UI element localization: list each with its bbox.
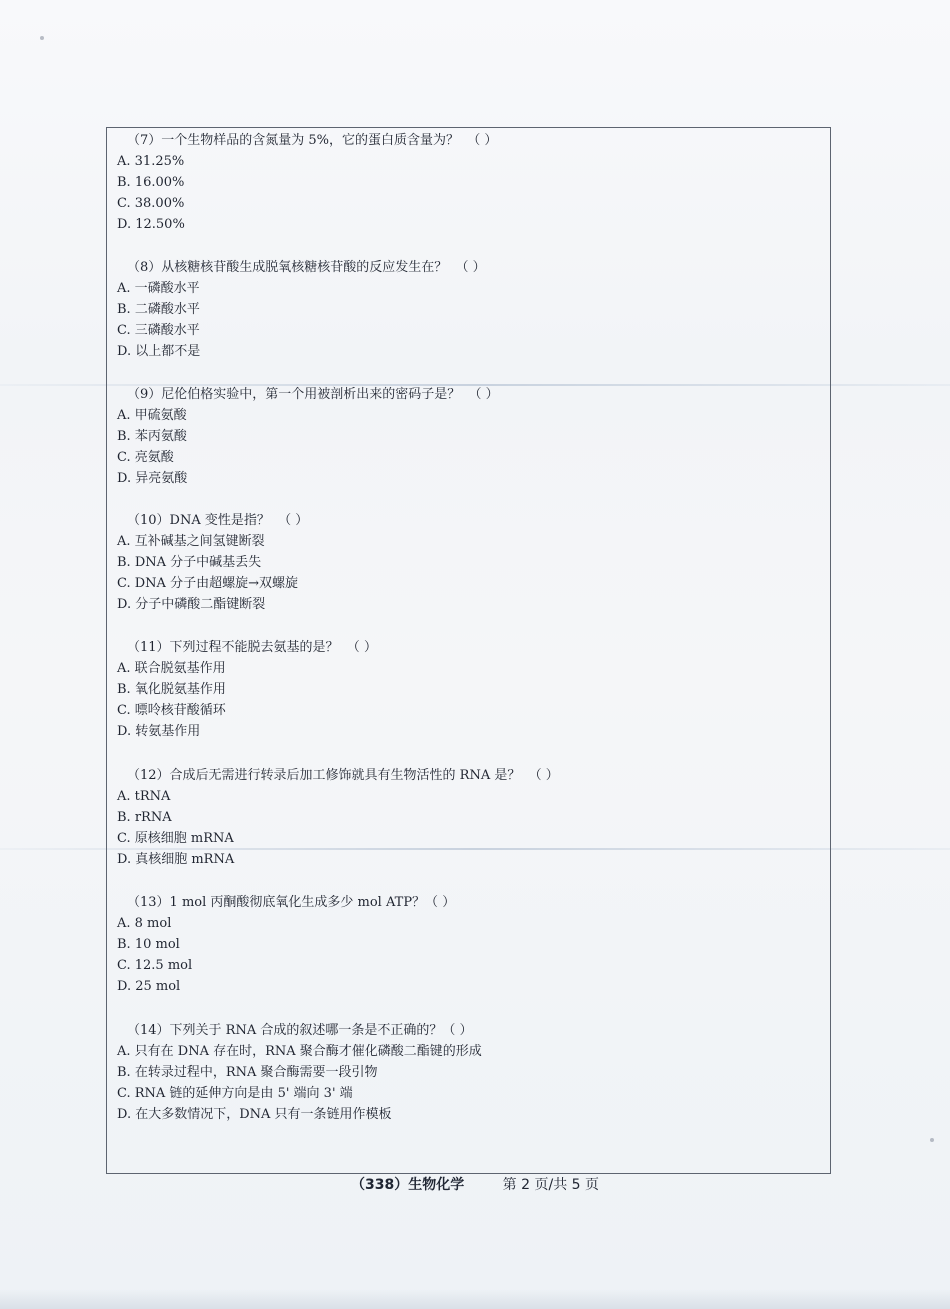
question-8 bbox=[117, 257, 807, 362]
option-d: D. 12.50% bbox=[117, 217, 185, 232]
option-b: B. 10 mol bbox=[117, 937, 180, 952]
question-title: （13）1 mol 丙酮酸彻底氧化生成多少 mol ATP？（ ） bbox=[127, 895, 456, 910]
question-title: （8）从核糖核苷酸生成脱氧核糖核苷酸的反应发生在？ （ ） bbox=[127, 260, 486, 275]
option-a: A. 联合脱氨基作用 bbox=[117, 661, 226, 676]
question-title: （9）尼伦伯格实验中，第一个用被剖析出来的密码子是？ （ ） bbox=[127, 387, 499, 402]
option-b: B. 16.00% bbox=[117, 175, 185, 190]
option-a: A. tRNA bbox=[117, 789, 171, 804]
scan-speck bbox=[930, 1138, 934, 1142]
exam-subject: （338）生物化学 bbox=[350, 1177, 465, 1193]
option-d: D. 真核细胞 mRNA bbox=[117, 852, 235, 867]
page-number: 第 2 页/共 5 页 bbox=[502, 1177, 600, 1193]
option-b: B. rRNA bbox=[117, 810, 172, 825]
option-a: A. 31.25% bbox=[117, 154, 185, 169]
option-a: A. 8 mol bbox=[117, 916, 172, 931]
option-c: C. DNA 分子由超螺旋→双螺旋 bbox=[117, 576, 298, 591]
question-13 bbox=[117, 892, 807, 997]
option-a: A. 一磷酸水平 bbox=[117, 281, 200, 296]
question-9 bbox=[117, 384, 807, 489]
question-title: （14）下列关于 RNA 合成的叙述哪一条是不正确的？（ ） bbox=[127, 1023, 473, 1038]
option-d: D. 25 mol bbox=[117, 979, 181, 994]
option-a: A. 甲硫氨酸 bbox=[117, 408, 187, 423]
question-10 bbox=[117, 510, 807, 615]
question-title: （11）下列过程不能脱去氨基的是？ （ ） bbox=[127, 640, 377, 655]
option-c: C. 亮氨酸 bbox=[117, 450, 174, 465]
option-c: C. 38.00% bbox=[117, 196, 185, 211]
scan-bottom-shadow bbox=[0, 1289, 950, 1309]
option-d: D. 异亮氨酸 bbox=[117, 471, 188, 486]
option-a: A. 互补碱基之间氢键断裂 bbox=[117, 534, 265, 549]
option-d: D. 分子中磷酸二酯键断裂 bbox=[117, 597, 266, 612]
option-b: B. 氧化脱氨基作用 bbox=[117, 682, 226, 697]
question-14 bbox=[117, 1020, 807, 1125]
question-7 bbox=[117, 130, 807, 235]
option-c: C. 嘌呤核苷酸循环 bbox=[117, 703, 226, 718]
option-b: B. 二磷酸水平 bbox=[117, 302, 200, 317]
option-d: D. 以上都不是 bbox=[117, 344, 201, 359]
question-title: （12）合成后无需进行转录后加工修饰就具有生物活性的 RNA 是？ （ ） bbox=[127, 768, 559, 783]
option-c: C. RNA 链的延伸方向是由 5' 端向 3' 端 bbox=[117, 1086, 353, 1101]
option-b: B. 在转录过程中，RNA 聚合酶需要一段引物 bbox=[117, 1065, 378, 1080]
scan-speck bbox=[40, 36, 44, 40]
option-b: B. DNA 分子中碱基丢失 bbox=[117, 555, 262, 570]
option-b: B. 苯丙氨酸 bbox=[117, 429, 187, 444]
option-d: D. 在大多数情况下，DNA 只有一条链用作模板 bbox=[117, 1107, 392, 1122]
page-footer bbox=[0, 1175, 950, 1195]
question-11 bbox=[117, 637, 807, 742]
option-c: C. 三磷酸水平 bbox=[117, 323, 200, 338]
question-title: （7）一个生物样品的含氮量为 5%，它的蛋白质含量为？ （ ） bbox=[127, 133, 498, 148]
question-title: （10）DNA 变性是指？ （ ） bbox=[127, 513, 309, 528]
option-c: C. 原核细胞 mRNA bbox=[117, 831, 234, 846]
question-12 bbox=[117, 765, 807, 870]
option-c: C. 12.5 mol bbox=[117, 958, 193, 973]
option-d: D. 转氨基作用 bbox=[117, 724, 201, 739]
option-a: A. 只有在 DNA 存在时，RNA 聚合酶才催化磷酸二酯键的形成 bbox=[117, 1044, 482, 1059]
